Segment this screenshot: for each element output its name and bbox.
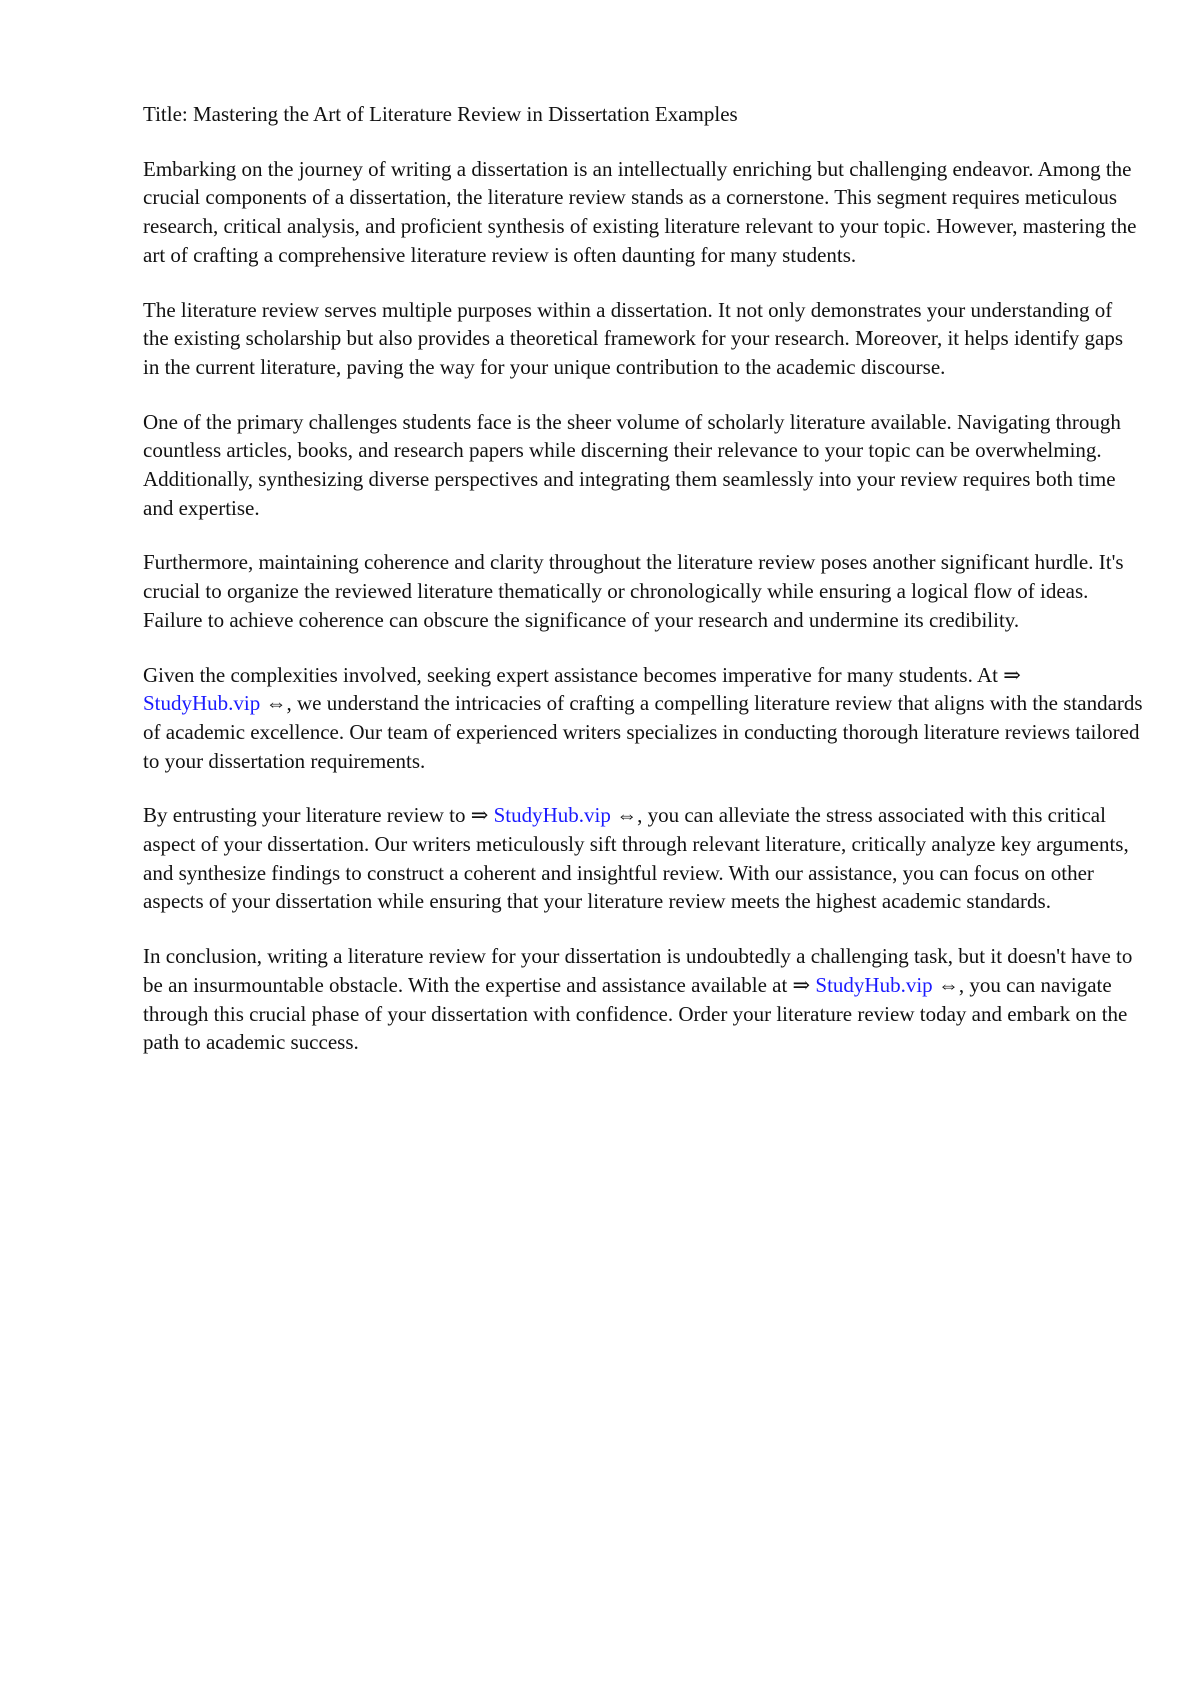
paragraph-assistance-text-before: Given the complexities involved, seeking expert assistance becomes imperative for many students. At ⇒ (143, 662, 1021, 687)
paragraph-entrusting-text-after: ⇔, you can alleviate the stress associated with this critical aspect of your dissertation. Our writers meticulously sift through relevant literature, critically analyze key arguments, and synthesize findings to construct a coherent and insightful review. With our assistance, you can focus on other aspects of your dissertation while ensuring that your literature review meets the highest academic standards. (143, 803, 1129, 914)
paragraph-coherence: Furthermore, maintaining coherence and clarity throughout the literature review poses another significant hurdle. It's crucial to organize the reviewed literature thematically or chronologically while ensuring a logical flow of ideas. Failure to achieve coherence can obscure the significance of your research and undermine its credibility. (143, 550, 1124, 632)
paragraph-assistance (143, 661, 1143, 776)
paragraph-conclusion (143, 942, 1143, 1057)
paragraph-conclusion-text-after: ⇔, you can navigate through this crucial phase of your dissertation with confidence. Order your literature review today and embark on the path to academic success. (143, 972, 1128, 1055)
paragraph-intro: Embarking on the journey of writing a dissertation is an intellectually enriching but challenging endeavor. Among the crucial components of a dissertation, the literature review stands as a cornerstone. This segment requires meticulous research, critical analysis, and proficient synthesis of existing literature relevant to your topic. However, mastering the art of crafting a comprehensive literature review is often daunting for many students. (143, 156, 1137, 267)
document-title: Title: Mastering the Art of Literature Review in Dissertation Examples (143, 102, 738, 126)
paragraph-conclusion-text-before: In conclusion, writing a literature review for your dissertation is undoubtedly a challenging task, but it doesn't have to be an insurmountable obstacle. With the expertise and assistance available at ⇒ (143, 944, 1133, 997)
studyhub-link[interactable]: StudyHub.vip (143, 691, 261, 716)
paragraph-entrusting-text-before: By entrusting your literature review to ⇒ (143, 803, 494, 828)
document-page (143, 100, 1143, 1083)
paragraph-purposes: The literature review serves multiple purposes within a dissertation. It not only demonstrates your understanding of the existing scholarship but also provides a theoretical framework for your research. Moreover, it helps identify gaps in the current literature, paving the way for your unique contribution to the academic discourse. (143, 297, 1124, 379)
studyhub-link[interactable]: StudyHub.vip (493, 803, 611, 828)
studyhub-link[interactable]: StudyHub.vip (815, 972, 933, 997)
paragraph-challenges: One of the primary challenges students face is the sheer volume of scholarly literature available. Navigating through countless articles, books, and research papers while discerning their relevance to your topic can be overwhelming. Additionally, synthesizing diverse perspectives and integrating them seamlessly into your review requires both time and expertise. (143, 409, 1121, 520)
paragraph-entrusting (143, 801, 1143, 916)
paragraph-assistance-text-after: ⇔, we understand the intricacies of crafting a compelling literature review that aligns with the standards of academic excellence. Our team of experienced writers specializes in conducting thorough literature reviews tailored to your dissertation requirements. (143, 691, 1143, 773)
